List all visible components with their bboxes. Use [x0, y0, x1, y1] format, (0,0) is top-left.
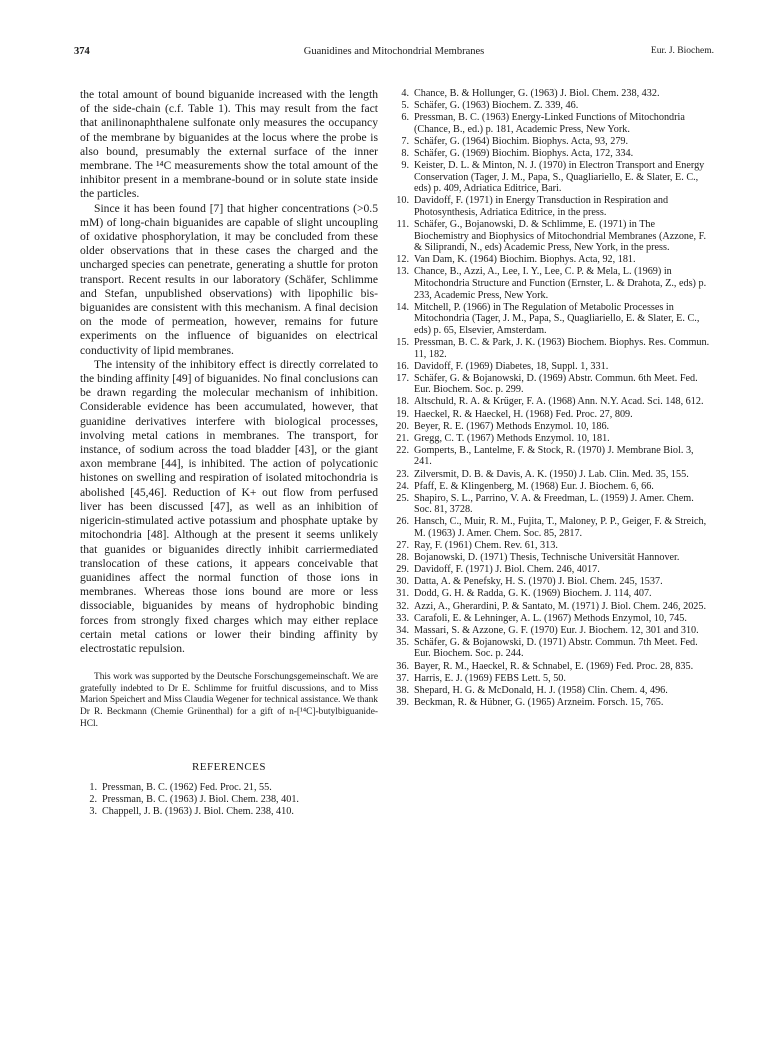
reference-item: [390, 148, 712, 160]
reference-number: 24.: [396, 480, 409, 492]
reference-text: Keister, D. L. & Minton, N. J. (1970) in Electron Transport and Energy Conservation (Tager, J. M., Papa, S., Quagliariello, E. & Slater, E. C., eds) p. 409, Adriatica Editrice, Bari.: [414, 160, 705, 195]
reference-item: [390, 637, 712, 660]
reference-text: Beyer, R. E. (1967) Methods Enzymol. 10, 186.: [414, 420, 610, 432]
reference-number: 30.: [396, 576, 409, 588]
reference-number: 5.: [401, 100, 409, 112]
reference-text: Datta, A. & Penefsky, H. S. (1970) J. Biol. Chem. 245, 1537.: [414, 576, 663, 588]
reference-item: [390, 100, 712, 112]
reference-text: Schäfer, G. & Bojanowski, D. (1969) Abstr. Commun. 6th Meet. Fed. Eur. Biochem. Soc. p. 299.: [414, 372, 698, 396]
reference-text: Schäfer, G. & Bojanowski, D. (1971) Abstr. Commun. 7th Meet. Fed. Eur. Biochem. Soc. p. 244.: [414, 636, 698, 660]
reference-text: Davidoff, F. (1971) J. Biol. Chem. 246, 4017.: [414, 564, 600, 576]
reference-number: 22.: [396, 444, 409, 456]
reference-item: [390, 481, 712, 493]
page-header: [74, 46, 714, 64]
reference-number: 14.: [396, 301, 409, 313]
reference-text: Gomperts, B., Lantelme, F. & Stock, R. (1970) J. Membrane Biol. 3, 241.: [414, 444, 694, 468]
reference-number: 9.: [401, 160, 409, 172]
reference-number: 38.: [396, 684, 409, 696]
reference-item: [390, 445, 712, 468]
reference-number: 19.: [396, 408, 409, 420]
reference-item: [390, 685, 712, 697]
reference-item: [390, 266, 712, 301]
reference-text: Carafoli, E. & Lehninger, A. L. (1967) Methods Enzymol, 10, 745.: [414, 612, 687, 624]
reference-text: Schäfer, G., Bojanowski, D. & Schlimme, E. (1971) in The Biochemistry and Biophysics of Mitochondrial Membranes (Azzone, F. & Siliprandi, N., eds) Academic Press, New York, in the press.: [414, 219, 707, 254]
reference-text: Chance, B. & Hollunger, G. (1963) J. Biol. Chem. 238, 432.: [414, 88, 660, 99]
reference-item: [390, 421, 712, 433]
reference-item: [80, 782, 378, 794]
reference-text: Beckman, R. & Hübner, G. (1965) Arzneim. Forsch. 15, 765.: [414, 696, 664, 708]
reference-item: [390, 373, 712, 396]
reference-text: Davidoff, F. (1971) in Energy Transduction in Respiration and Photosynthesis, Adriatica Editrice, in the press.: [414, 195, 669, 218]
reference-item: [390, 697, 712, 709]
reference-item: [390, 160, 712, 195]
left-column: [80, 88, 378, 819]
reference-number: 37.: [396, 672, 409, 684]
reference-number: 34.: [396, 624, 409, 636]
reference-number: 35.: [396, 636, 409, 648]
reference-number: 26.: [396, 516, 409, 528]
reference-item: [80, 794, 378, 806]
body-paragraph: Since it has been found [7] that higher concentrations (>0.5 mM) of long-chain biguanides are capable of slight uncoupling of oxidative phosphorylation, it may be concluded from these older observations that in these cases the charged and the uncharged species can penetrate, generating a shuttle for proton transport. Recent results in our laboratory (Schäfer, Schlimme and Stefan, unpublished observations) with lipophilic bis-biguanides are consistent with this mechanism. A final decision on the mode of permeation, however, remains for future experiments on the influence of biguanides on electrical conductivity of lipid membranes.: [80, 201, 378, 357]
reference-text: Shapiro, S. L., Parrino, V. A. & Freedman, L. (1959) J. Amer. Chem. Soc. 81, 3728.: [414, 492, 694, 516]
reference-item: [390, 673, 712, 685]
reference-text: Ray, F. (1961) Chem. Rev. 61, 313.: [414, 540, 558, 552]
reference-text: Zilversmit, D. B. & Davis, A. K. (1950) J. Lab. Clin. Med. 35, 155.: [414, 468, 689, 480]
references-heading: REFERENCES: [191, 761, 267, 774]
reference-number: 20.: [396, 420, 409, 432]
reference-number: 33.: [396, 612, 409, 624]
page-number: 374: [74, 46, 90, 57]
reference-item: [390, 576, 712, 588]
body-paragraph: the total amount of bound biguanide increased with the length of the side-chain (c.f. Table 1). This may result from the fact that anilinonaphthalene sulfonate only measures the occupancy of the membrane by biguanides at the locus where the probe is also bound, presumably the external surface of the inner membrane. The ¹⁴C measurements show the total amount of the inhibitor present in a membrane-bound or in solute state inside the particles.: [80, 88, 378, 201]
reference-number: 11.: [396, 219, 409, 231]
reference-number: 13.: [396, 266, 409, 278]
reference-item: [390, 254, 712, 266]
reference-number: 7.: [401, 135, 409, 147]
reference-text: Hansch, C., Muir, R. M., Fujita, T., Maloney, P. P., Geiger, F. & Streich, M. (1963) J. Amer. Chem. Soc. 85, 2817.: [414, 516, 707, 539]
reference-text: Shepard, H. G. & McDonald, H. J. (1958) Clin. Chem. 4, 496.: [414, 684, 668, 696]
reference-text: Bojanowski, D. (1971) Thesis, Technische Universität Hannover.: [414, 552, 680, 564]
journal-name: Eur. J. Biochem.: [650, 46, 714, 56]
reference-text: Mitchell, P. (1966) in The Regulation of Metabolic Processes in Mitochondria (Tager, J. M., Papa, S., Quagliariello, E. & Slater, E. C., eds) p. 65, Elsevier, Amsterdam.: [414, 301, 700, 336]
reference-item: [390, 88, 712, 100]
reference-number: 12.: [396, 254, 409, 266]
reference-item: [390, 433, 712, 445]
reference-item: [390, 625, 712, 637]
reference-number: 2.: [89, 794, 97, 806]
reference-number: 39.: [396, 696, 409, 708]
reference-item: [390, 552, 712, 564]
reference-item: [390, 396, 712, 408]
reference-item: [390, 661, 712, 673]
reference-text: Azzi, A., Gherardini, P. & Santato, M. (1971) J. Biol. Chem. 246, 2025.: [414, 600, 707, 612]
reference-number: 31.: [396, 588, 409, 600]
reference-item: [390, 337, 712, 360]
reference-text: Van Dam, K. (1964) Biochim. Biophys. Acta, 92, 181.: [414, 254, 636, 266]
reference-item: [390, 564, 712, 576]
reference-number: 29.: [396, 564, 409, 576]
reference-number: 4.: [401, 88, 409, 99]
acknowledgement: This work was supported by the Deutsche Forschungsgemeinschaft. We are gratefully indebted to Dr E. Schlimme for fruitful discussions, and to Miss Marion Speichert and Miss Claudia Wegener for technical assistance. We thank Dr R. Beckmann (Chemie Grünenthal) for a gift of n-[¹⁴C]-butylbiguanide-HCl.: [80, 672, 378, 729]
reference-number: 28.: [396, 552, 409, 564]
reference-number: 15.: [396, 336, 409, 348]
reference-text: Gregg, C. T. (1967) Methods Enzymol. 10, 181.: [414, 432, 610, 444]
reference-item: [390, 219, 712, 254]
reference-text: Bayer, R. M., Haeckel, R. & Schnabel, E. (1969) Fed. Proc. 28, 835.: [414, 660, 694, 672]
reference-item: [390, 195, 712, 218]
reference-item: [390, 516, 712, 539]
body-paragraph: The intensity of the inhibitory effect is directly correlated to the binding affinity [49] of biguanides. No final conclusions can be drawn regarding the molecular mechanism of inhibition. Considerable evidence has been accumulated, however, that guanidine derivatives interfere with biological processes, involving metal cations in membranes. The transport, for instance, of sodium across the toad bladder [43], or the giant axon membrane [44], is inhibited. The action of polycationic histones on swelling and respiration of isolated mitochondria is abolished [45,46]. Reduction of K+ out flow from perfused liver has been discussed [47], as well as an inhibition of nigericin-stimulated active potassium and phosphate uptake by mitochondria [48]. Although at the present it seems unlikely that guanides or biguanides directly inhibit carriermediated translocation of these cations, it appears conceivable that guanidines affect the normal function of those ions in membranes. Whereas those ions bound are more or less dissociable, biguanides by means of hydrophobic binding forces from strongly fixed charges which may either replace certain metal cations or lower their binding affinity by electrostatic repulsion.: [80, 357, 378, 655]
reference-number: 32.: [396, 600, 409, 612]
reference-number: 21.: [396, 432, 409, 444]
reference-text: Pressman, B. C. (1962) Fed. Proc. 21, 55.: [102, 782, 272, 794]
reference-number: 6.: [401, 112, 409, 124]
reference-number: 8.: [401, 147, 409, 159]
reference-number: 36.: [396, 660, 409, 672]
running-title: Guanidines and Mitochondrial Membranes: [303, 46, 485, 57]
reference-text: Pressman, B. C. & Park, J. K. (1963) Biochem. Biophys. Res. Commun. 11, 182.: [414, 336, 710, 360]
reference-text: Harris, E. J. (1969) FEBS Lett. 5, 50.: [414, 672, 566, 684]
reference-text: Chappell, J. B. (1963) J. Biol. Chem. 238, 410.: [102, 806, 294, 818]
reference-text: Chance, B., Azzi, A., Lee, I. Y., Lee, C. P. & Mela, L. (1969) in Mitochondria Structure and Function (Ernster, L. & Drahota, Z., eds) p. 233, Academic Press, New York.: [414, 266, 707, 301]
reference-item: [390, 112, 712, 135]
reference-item: [390, 588, 712, 600]
reference-item: [390, 601, 712, 613]
reference-text: Pressman, B. C. (1963) J. Biol. Chem. 238, 401.: [102, 794, 299, 806]
reference-item: [390, 469, 712, 481]
reference-item: [390, 613, 712, 625]
reference-number: 25.: [396, 492, 409, 504]
reference-number: 10.: [396, 195, 409, 207]
reference-item: [390, 302, 712, 337]
reference-number: 27.: [396, 540, 409, 552]
reference-number: 18.: [396, 396, 409, 408]
reference-text: Haeckel, R. & Haeckel, H. (1968) Fed. Proc. 27, 809.: [414, 408, 633, 420]
reference-number: 1.: [89, 782, 97, 794]
reference-text: Schäfer, G. (1969) Biochim. Biophys. Acta, 172, 334.: [414, 147, 634, 159]
reference-text: Altschuld, R. A. & Krüger, F. A. (1968) Ann. N.Y. Acad. Sci. 148, 612.: [414, 396, 704, 408]
reference-number: 3.: [89, 806, 97, 818]
references-list-right: [390, 88, 712, 709]
references-list-left: [80, 782, 378, 818]
reference-item: [390, 361, 712, 373]
reference-item: [80, 806, 378, 818]
reference-item: [390, 540, 712, 552]
reference-number: 17.: [396, 372, 409, 384]
reference-number: 16.: [396, 360, 409, 372]
reference-item: [390, 136, 712, 148]
reference-text: Schäfer, G. (1963) Biochem. Z. 339, 46.: [414, 100, 579, 112]
reference-item: [390, 409, 712, 421]
reference-text: Massari, S. & Azzone, G. F. (1970) Eur. J. Biochem. 12, 301 and 310.: [414, 624, 699, 636]
reference-text: Schäfer, G. (1964) Biochim. Biophys. Acta, 93, 279.: [414, 135, 629, 147]
reference-number: 23.: [396, 468, 409, 480]
reference-item: [390, 493, 712, 516]
reference-text: Pressman, B. C. (1963) Energy-Linked Functions of Mitochondria (Chance, B., ed.) p. 181, Academic Press, New York.: [414, 112, 685, 135]
reference-text: Pfaff, E. & Klingenberg, M. (1968) Eur. J. Biochem. 6, 66.: [414, 480, 654, 492]
reference-text: Davidoff, F. (1969) Diabetes, 18, Suppl. 1, 331.: [414, 360, 609, 372]
reference-text: Dodd, G. H. & Radda, G. K. (1969) Biochem. J. 114, 407.: [414, 588, 652, 600]
